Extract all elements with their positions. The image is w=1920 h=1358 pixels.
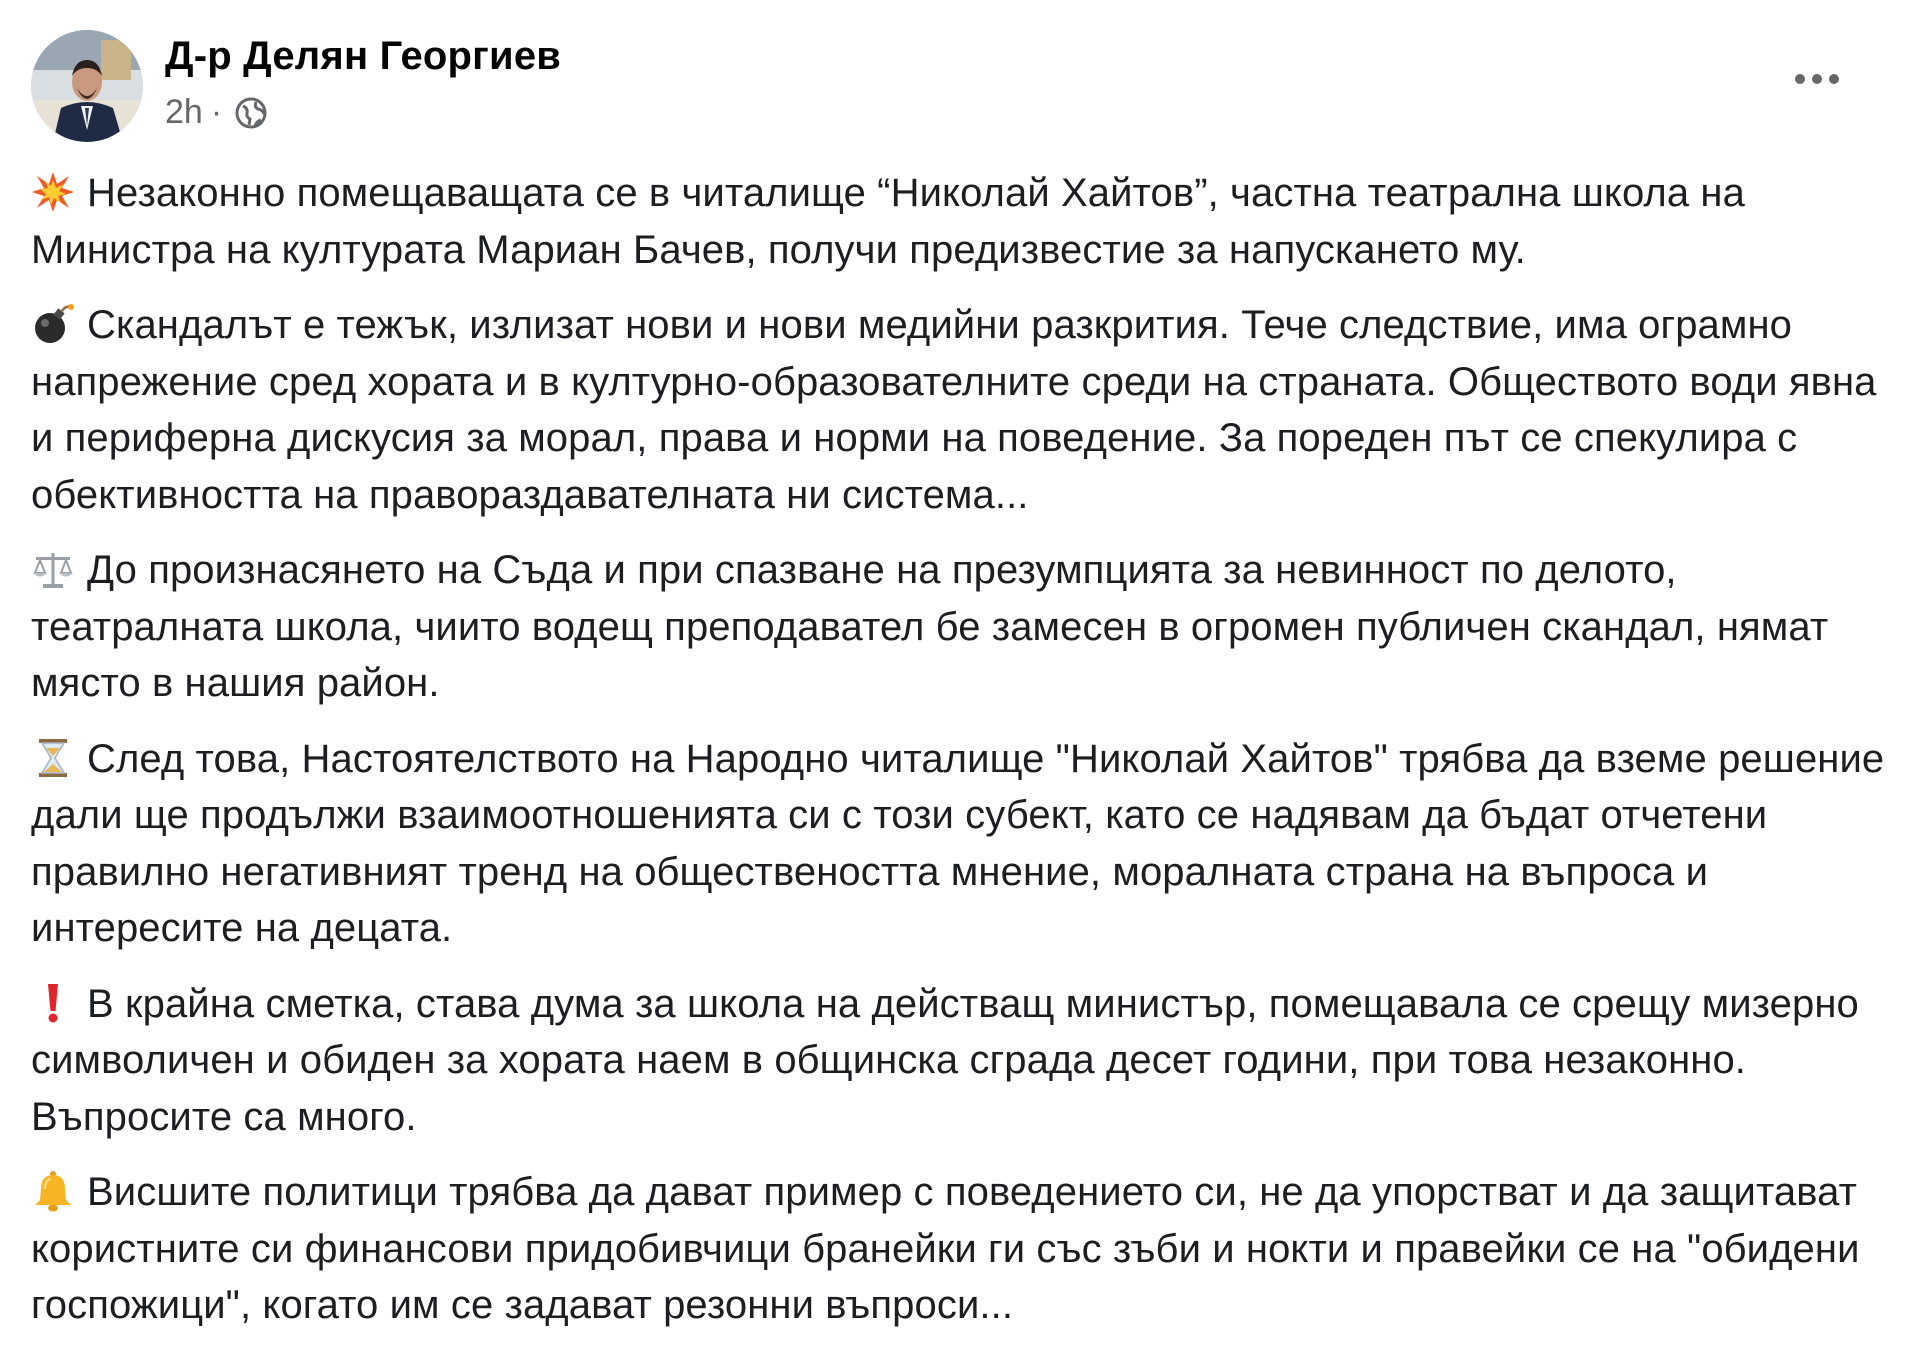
bomb-icon (31, 302, 75, 346)
meta-separator: · (210, 93, 223, 131)
post-paragraph-1 (31, 165, 1891, 278)
more-options-button[interactable] (1782, 54, 1852, 104)
hourglass-icon (31, 736, 75, 780)
post-paragraph-2 (31, 297, 1891, 523)
post-paragraph-4 (31, 731, 1891, 957)
post-paragraph-3 (31, 542, 1891, 712)
globe-icon[interactable] (234, 96, 268, 130)
post-time[interactable]: 2h (165, 93, 203, 131)
exclamation-icon (31, 981, 75, 1025)
post-paragraph-5 (31, 976, 1891, 1146)
paragraph-text: В крайна сметка, става дума за школа на действащ министър, помещавала се срещу мизерно символичен и обиден за хората наем в общинска сграда десет години, при това незаконно. Въпросите са много. (31, 981, 1859, 1139)
bell-icon (31, 1169, 75, 1213)
more-options-icon (1792, 72, 1842, 86)
scales-icon (31, 547, 75, 591)
post-paragraph-6 (31, 1164, 1891, 1334)
paragraph-text: Скандалът е тежък, излизат нови и нови медийни разкрития. Тече следствие, има ограмно напрежение сред хората и в културно-образователните среди на страната. Обществото води явна и периферна дискусия за морал, права и норми на поведение. За пореден път се спекулира с обективността на правораздавателната ни система... (31, 303, 1877, 517)
post-meta (165, 93, 268, 132)
avatar-image (31, 30, 143, 142)
avatar[interactable] (31, 30, 143, 142)
post-content (31, 165, 1891, 1353)
post-header (31, 0, 1880, 150)
collision-icon (31, 170, 75, 214)
paragraph-text: Незаконно помещаващата се в читалище “Николай Хайтов”, частна театрална школа на Министра на културата Мариан Бачев, получи предизвестие за напускането му. (31, 171, 1745, 272)
paragraph-text: Висшите политици трябва да дават пример с поведението си, не да упорстват и да защитават користните си финансови придобивчици бранейки ги със зъби и нокти и правейки се на "обидени госпожици", когато им се задават резонни въпроси... (31, 1170, 1860, 1327)
author-name[interactable]: Д-р Делян Георгиев (165, 34, 562, 78)
paragraph-text: До произнасянето на Съда и при спазване на презумпцията за невинност по делото, театралната школа, чиито водещ преподавател бе замесен в огромен публичен скандал, нямат място в нашия район. (31, 548, 1829, 705)
paragraph-text: След това, Настоятелството на Народно читалище "Николай Хайтов" трябва да вземе решение дали ще продължи взаимоотношенията си с този субект, като се надявам да бъдат отчетени правилно негативният тренд на обществеността мнение, моралната страна на въпроса и интересите на децата. (31, 736, 1885, 950)
